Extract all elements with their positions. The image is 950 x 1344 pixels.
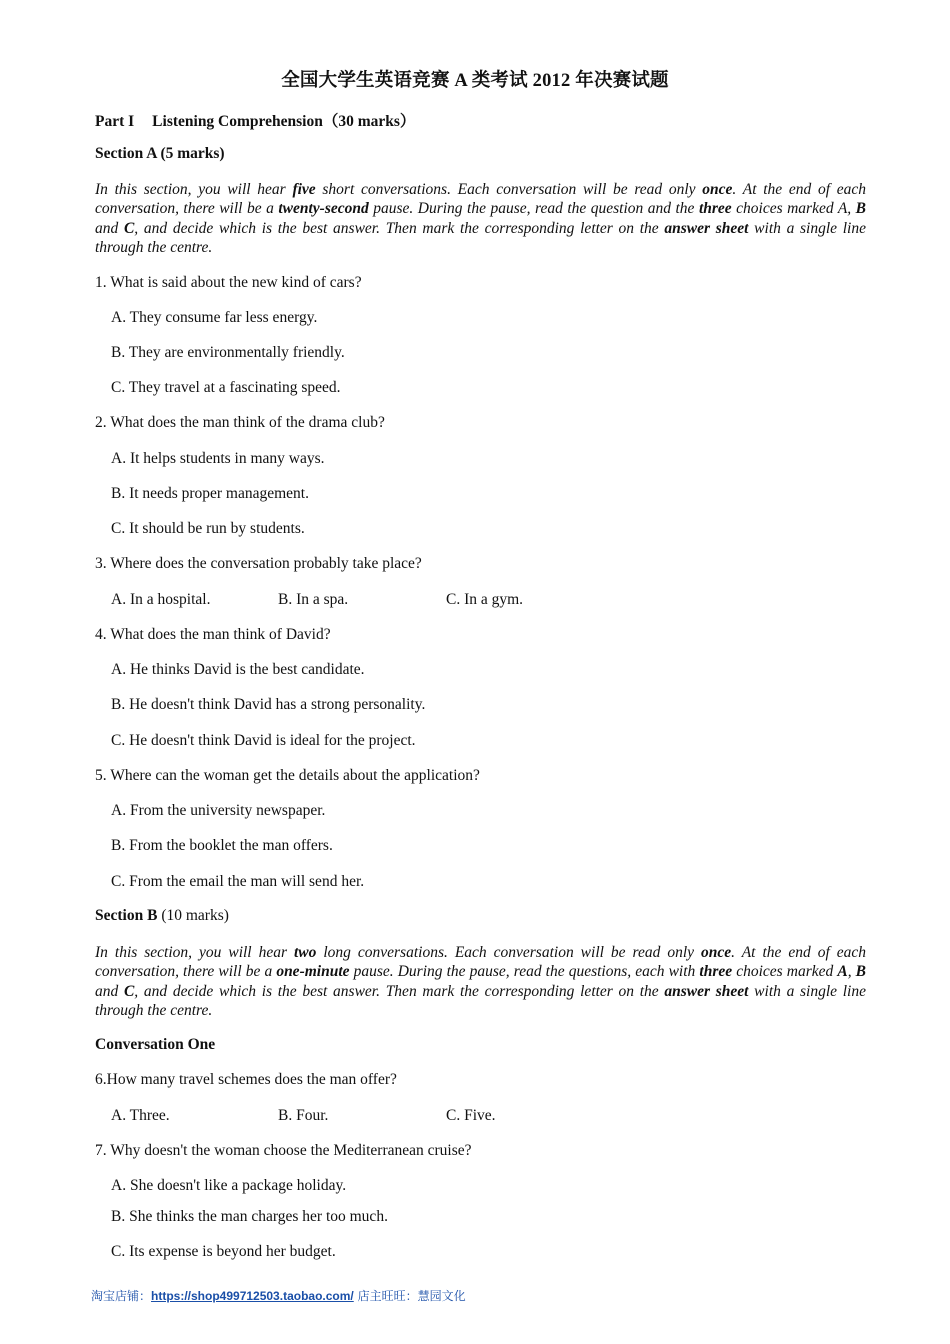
part-label: Part I bbox=[95, 113, 135, 130]
q7-option-a: A. She doesn't like a package holiday. bbox=[111, 1177, 347, 1194]
q1-option-c: C. They travel at a fascinating speed. bbox=[111, 379, 341, 396]
question-7: 7. Why doesn't the woman choose the Mediterranean cruise? bbox=[95, 1142, 472, 1159]
q6-option-c: C. Five. bbox=[446, 1107, 496, 1124]
footer-prefix: 淘宝店铺： bbox=[91, 1289, 152, 1303]
q5-option-b: B. From the booklet the man offers. bbox=[111, 837, 333, 854]
q4-option-a: A. He thinks David is the best candidate. bbox=[111, 661, 365, 678]
q6-option-b: B. Four. bbox=[278, 1107, 329, 1124]
question-6: 6.How many travel schemes does the man offer? bbox=[95, 1071, 397, 1088]
q2-option-a: A. It helps students in many ways. bbox=[111, 450, 325, 467]
q3-option-b: B. In a spa. bbox=[278, 591, 349, 608]
q7-option-b: B. She thinks the man charges her too much. bbox=[111, 1208, 388, 1225]
footer-suffix: 店主旺旺：慧园文化 bbox=[353, 1289, 466, 1303]
q5-option-a: A. From the university newspaper. bbox=[111, 802, 326, 819]
shop-link[interactable]: https://shop499712503.taobao.com/ bbox=[151, 1289, 354, 1303]
q1-option-b: B. They are environmentally friendly. bbox=[111, 344, 345, 361]
part-heading bbox=[95, 109, 415, 131]
question-4: 4. What does the man think of David? bbox=[95, 626, 331, 643]
q2-option-c: C. It should be run by students. bbox=[111, 520, 305, 537]
conversation-one-heading: Conversation One bbox=[95, 1036, 216, 1053]
footer bbox=[91, 1287, 466, 1304]
q2-option-b: B. It needs proper management. bbox=[111, 485, 309, 502]
section-a-instructions: In this section, you will hear five short conversations. Each conversation will be read only once. At the end of each conversation, there will be a twenty-second pause. During the pause, read the question and the three choices marked A, B and C, and decide which is the best answer. Then mark the corresponding letter on the answer sheet with a single line through the centre. bbox=[95, 181, 866, 256]
question-3: 3. Where does the conversation probably take place? bbox=[95, 555, 422, 572]
page-title: 全国大学生英语竞赛 A 类考试 2012 年决赛试题 bbox=[281, 71, 669, 91]
q7-option-c: C. Its expense is beyond her budget. bbox=[111, 1243, 336, 1260]
section-b-instructions: In this section, you will hear two long conversations. Each conversation will be read only once. At the end of each conversation, there will be a one-minute pause. During the pause, read the questions, each with three choices marked A, B and C, and decide which is the best answer. Then mark the corresponding letter on the answer sheet with a single line through the centre. bbox=[95, 944, 866, 1019]
question-1: 1. What is said about the new kind of cars? bbox=[95, 274, 362, 291]
q4-option-b: B. He doesn't think David has a strong personality. bbox=[111, 696, 426, 713]
question-2: 2. What does the man think of the drama club? bbox=[95, 414, 385, 431]
section-a-heading: Section A (5 marks) bbox=[95, 145, 225, 162]
q4-option-c: C. He doesn't think David is ideal for the project. bbox=[111, 732, 416, 749]
q3-option-c: C. In a gym. bbox=[446, 591, 524, 608]
question-5: 5. Where can the woman get the details about the application? bbox=[95, 767, 480, 784]
q6-option-a: A. Three. bbox=[111, 1107, 170, 1124]
q5-option-c: C. From the email the man will send her. bbox=[111, 873, 365, 890]
section-b-heading: Section B (10 marks) bbox=[95, 907, 229, 924]
q1-option-a: A. They consume far less energy. bbox=[111, 309, 318, 326]
part-name: Listening Comprehension（30 marks） bbox=[152, 113, 416, 130]
q3-option-a: A. In a hospital. bbox=[111, 591, 211, 608]
